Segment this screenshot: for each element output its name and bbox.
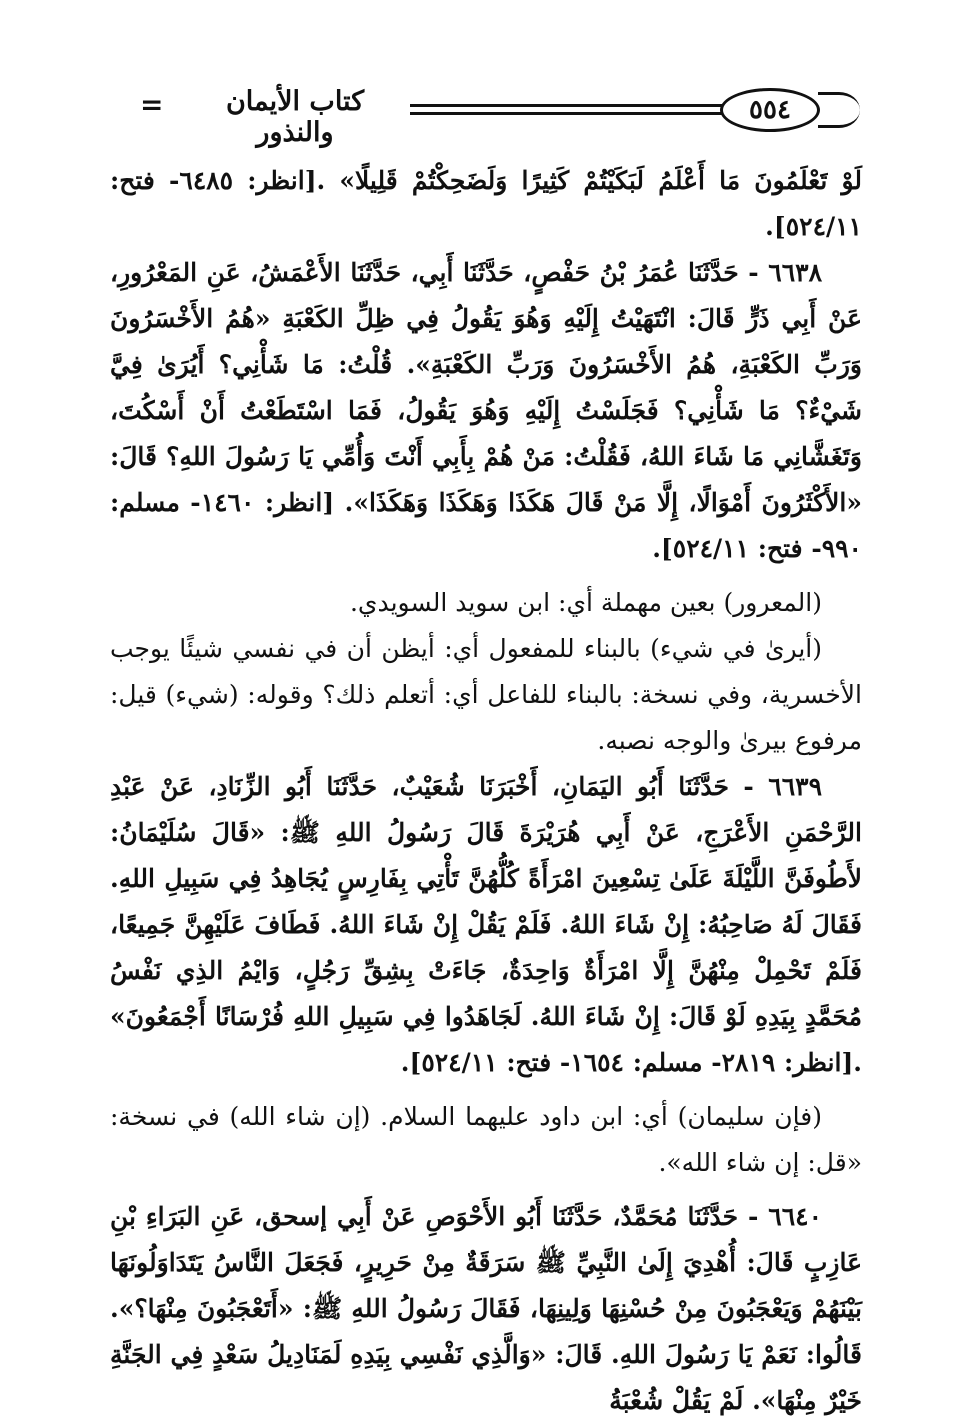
header-rule-bottom (410, 112, 722, 115)
hadith-6639: ٦٦٣٩ - حَدَّثَنَا أَبُو اليَمَانِ، أَخْبَرَنَا شُعَيْبٌ، حَدَّثَنَا أَبُو الزِّنَادِ، عَنْ عَبْدِ الرَّحْمَنِ الأَعْرَجِ، عَنْ أَبِي هُرَيْرَةَ قَالَ رَسُولُ اللهِ ﷺ: «قَالَ سُلَيْمَانُ: لأَطُوفَنَّ اللَّيْلَةَ عَلَىٰ تِسْعِينَ امْرَأَةً كُلُّهُنَّ تَأْتِي بِفَارِسٍ يُجَاهِدُ فِي سَبِيلِ اللهِ. فَقَالَ لَهُ صَاحِبُهُ: إِنْ شَاءَ اللهُ. فَلَمْ يَقُلْ إِنْ شَاءَ اللهُ. فَطَافَ عَلَيْهِنَّ جَمِيعًا، فَلَمْ تَحْمِلْ مِنْهُنَّ إِلَّا امْرَأَةٌ وَاحِدَةٌ، جَاءَتْ بِشِقِّ رَجُلٍ، وَايْمُ الذِي نَفْسُ مُحَمَّدٍ بِيَدِهِ لَوْ قَالَ: إِنْ شَاءَ اللهُ. لَجَاهَدُوا فِي سَبِيلِ اللهِ فُرْسَانًا أَجْمَعُونَ» .[انظر: ٢٨١٩- مسلم: ١٦٥٤- فتح: ٥٢٤/١١]. (110, 772, 862, 1077)
commentary: (أيرىٰ في شيء) بالبناء للمفعول أي: أيظن أن في نفسي شيئًا يوجب الأخسرية، وفي نسخة: بالبناء للفاعل أي: أتعلم ذلك؟ وقوله: (شيء) قيل: مرفوع بيرىٰ والوجه نصبه. (110, 634, 862, 755)
page-body (110, 158, 862, 1424)
header-rule-top (410, 104, 722, 107)
hadith-6638: ٦٦٣٨ - حَدَّثَنَا عُمَرُ بْنُ حَفْصٍ، حَدَّثَنَا أَبِي، حَدَّثَنَا الأَعْمَشُ، عَنِ المَعْرُورِ، عَنْ أَبِي ذَرٍّ قَالَ: انْتَهَيْتُ إِلَيْهِ وَهُوَ يَقُولُ فِي ظِلِّ الكَعْبَةِ «هُمُ الأَخْسَرُونَ وَرَبِّ الكَعْبَةِ، هُمُ الأَخْسَرُونَ وَرَبِّ الكَعْبَةِ». قُلْتُ: مَا شَأْنِي؟ أَيُرَىٰ فِيَّ شَيْءٌ؟ مَا شَأْنِي؟ فَجَلَسْتُ إِلَيْهِ وَهُوَ يَقُولُ، فَمَا اسْتَطَعْتُ أَنْ أَسْكُتَ، وَتَغَشَّانِي مَا شَاءَ اللهُ، فَقُلْتُ: مَنْ هُمْ بِأَبِي أَنْتَ وَأُمِّي يَا رَسُولَ اللهِ؟ قَالَ: «الأَكْثَرُونَ أَمْوَالًا، إِلَّا مَنْ قَالَ هَكَذَا وَهَكَذَا وَهَكَذَا». [انظر: ١٤٦٠- مسلم: ٩٩٠- فتح: ٥٢٤/١١]. (110, 258, 863, 563)
paragraph: لَوْ تَعْلَمُونَ مَا أَعْلَمُ لَبَكَيْتُمْ كَثِيرًا وَلَضَحِكْتُمْ قَلِيلًا» .[انظر: ٦٤٨٥- فتح: ٥٢٤/١١]. (110, 166, 862, 241)
page-number: ٥٥٤ (720, 88, 820, 132)
continuation-mark: = (140, 88, 164, 121)
book-title: كتاب الأيمان والنذور (200, 86, 390, 148)
commentary: (فإن سليمان) أي: ابن داود عليهما السلام. (إن شاء الله) في نسخة: «قل: إن شاء الله». (110, 1102, 862, 1177)
page-number-ornament (818, 92, 860, 128)
commentary: (المعرور) بعين مهملة أي: ابن سويد السويدي. (349, 588, 822, 617)
page-header (100, 82, 860, 148)
hadith-6640: ٦٦٤٠ - حَدَّثَنَا مُحَمَّدٌ، حَدَّثَنَا أَبُو الأَحْوَصِ عَنْ أَبِي إسحق، عَنِ البَرَاءِ بْنِ عَازِبٍ قَالَ: أُهْدِيَ إِلَىٰ النَّبِيِّ ﷺ سَرَقَةٌ مِنْ حَرِيرٍ، فَجَعَلَ النَّاسُ يَتَدَاوَلُونَهَا بَيْنَهُمْ وَيَعْجَبُونَ مِنْ حُسْنِهَا وَلِينِهَا، فَقَالَ رَسُولُ اللهِ ﷺ: «أَتَعْجَبُونَ مِنْهَا؟». قَالُوا: نَعَمْ يَا رَسُولَ اللهِ. قَالَ: «وَالَّذِي نَفْسِي بِيَدِهِ لَمَنَادِيلُ سَعْدٍ فِي الجَنَّةِ خَيْرٌ مِنْهَا». لَمْ يَقُلْ شُعْبَةُ (110, 1202, 862, 1415)
